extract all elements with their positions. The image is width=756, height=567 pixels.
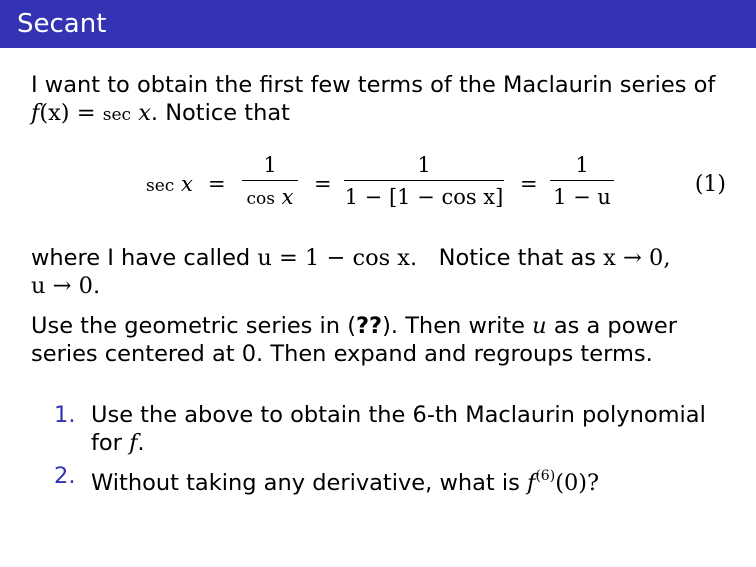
eq-fraction-2: 1 1 − [1 − cos x] bbox=[344, 153, 504, 209]
eq-fraction-3: 1 1 − u bbox=[550, 150, 614, 211]
intro-f: f bbox=[31, 100, 40, 126]
item-number: 1. bbox=[54, 402, 76, 428]
where-line-2: u → 0. bbox=[31, 273, 101, 299]
eq-equals-3: = bbox=[520, 172, 538, 196]
intro-fx: (x) = bbox=[39, 100, 103, 126]
equation-ref: ?? bbox=[356, 313, 383, 339]
where-line-1: where I have called u = 1 − cos x. Notice that as x → 0, bbox=[31, 245, 671, 271]
intro-line-2 bbox=[31, 99, 290, 129]
intro-line-1: I want to obtain the first few terms of the Maclaurin series of bbox=[31, 72, 716, 98]
eq-equals-1: = bbox=[208, 172, 226, 196]
slide-title-bar bbox=[0, 0, 756, 48]
eq-fraction-1: 1 cos x bbox=[242, 150, 298, 211]
item-number: 2. bbox=[54, 463, 76, 489]
equation-1 bbox=[0, 150, 756, 225]
intro-sec: sec bbox=[102, 105, 132, 125]
intro-notice: . Notice that bbox=[150, 100, 290, 126]
where-x-limit: x → 0, bbox=[603, 245, 671, 271]
intro-x: x bbox=[138, 100, 151, 126]
eq-equals-2: = bbox=[314, 172, 332, 196]
equation-number: (1) bbox=[694, 172, 726, 197]
where-u-def: u = 1 − cos x. bbox=[257, 245, 418, 271]
geometric-line-1: Use the geometric series in (??). Then write u as a power bbox=[31, 313, 677, 339]
geometric-line-2: series centered at 0. Then expand and regroups terms. bbox=[31, 341, 653, 367]
slide-title: Secant bbox=[17, 9, 107, 39]
eq-lhs: sec x bbox=[146, 172, 193, 196]
